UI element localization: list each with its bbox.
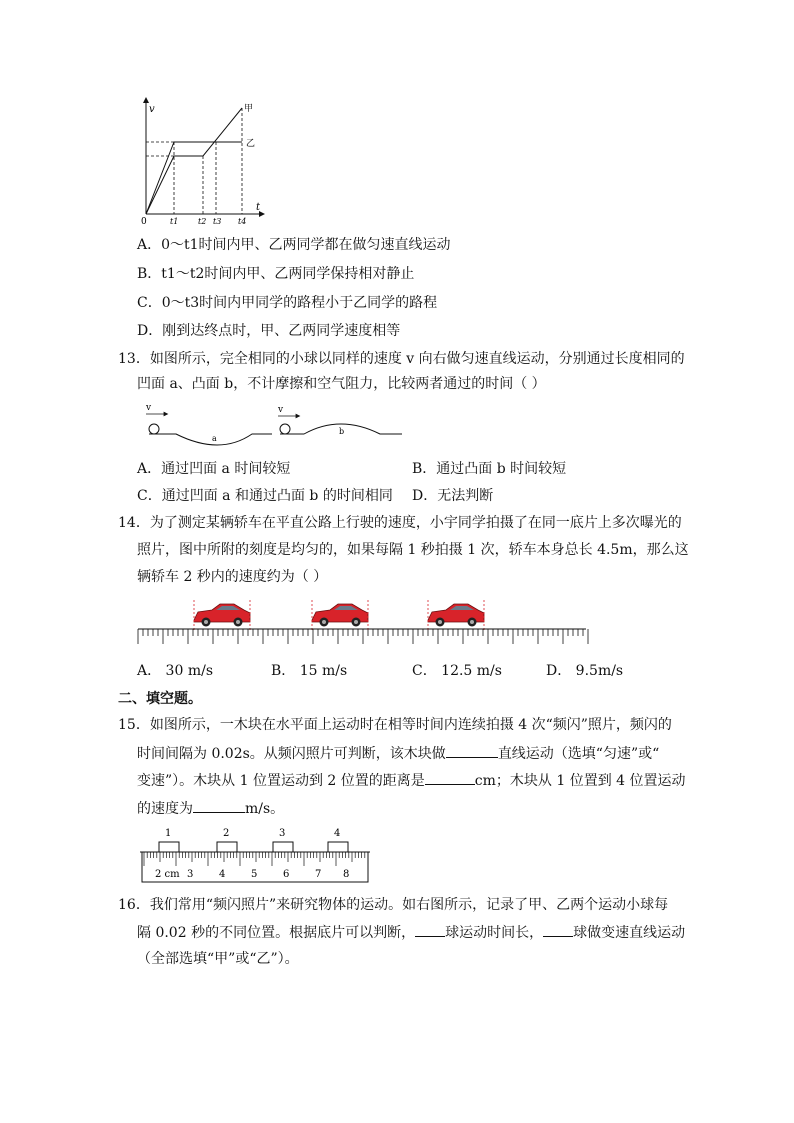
q15-line-3 bbox=[137, 770, 686, 791]
ruler-label-4: 4 bbox=[219, 869, 226, 880]
q14-option-a: A． 30 m/s bbox=[137, 663, 214, 679]
series-jia-line bbox=[146, 108, 242, 214]
origin-label: 0 bbox=[141, 217, 147, 227]
block-label-2: 2 bbox=[223, 828, 230, 839]
car-1 bbox=[194, 600, 250, 630]
series-jia-label: 甲 bbox=[244, 104, 254, 114]
block-label-1: 1 bbox=[165, 828, 172, 839]
block-label-3: 3 bbox=[279, 828, 286, 839]
q13-option-d: D．无法判断 bbox=[412, 488, 494, 504]
q15-line-1: 15．如图所示，一木块在水平面上运动时在相等时间内连续拍摄 4 次“频闪”照片，频闪的 bbox=[118, 717, 672, 733]
q15-line-2 bbox=[137, 743, 659, 764]
q12-option-a: A．0～t1时间内甲、乙两同学都在做匀速直线运动 bbox=[137, 237, 451, 253]
ruler-label-2cm: 2 cm bbox=[155, 869, 180, 880]
q15-line-2-text: 时间间隔为 0.02s。从频闪照片可判断，该木块做 bbox=[137, 746, 446, 762]
ball-b bbox=[280, 424, 290, 434]
tick-t1: t1 bbox=[170, 217, 179, 226]
q16-line-3: （全部选填“甲”或“乙”）。 bbox=[137, 951, 299, 967]
q14-option-c: C． 12.5 m/s bbox=[412, 663, 502, 679]
q13-fig-b: b bbox=[339, 427, 345, 436]
q16-line-2b-text: 球运动时间长， bbox=[445, 925, 544, 941]
q13-line-1: 13．如图所示，完全相同的小球以同样的速度 v 向右做匀速直线运动，分别通过长度相同的 bbox=[118, 351, 685, 367]
block-3 bbox=[273, 842, 293, 852]
q15-line-4b-text: m/s。 bbox=[245, 801, 285, 817]
block-1 bbox=[159, 842, 179, 852]
concave-surface bbox=[149, 434, 272, 445]
y-axis-label: v bbox=[149, 104, 155, 115]
car-3 bbox=[428, 600, 484, 630]
q15-blank-2[interactable] bbox=[425, 770, 475, 785]
ruler-label-8: 8 bbox=[343, 869, 350, 880]
q15-blank-3[interactable] bbox=[193, 798, 245, 813]
q12-option-b: B．t1～t2时间内甲、乙两同学保持相对静止 bbox=[137, 266, 415, 282]
q13-fig-v1: v bbox=[146, 403, 152, 413]
block-2 bbox=[217, 842, 237, 852]
ruler-label-7: 7 bbox=[315, 869, 322, 880]
q13-figure bbox=[140, 400, 410, 446]
q14-option-d: D． 9.5m/s bbox=[546, 663, 624, 679]
ball-a bbox=[149, 424, 159, 434]
x-axis-label: t bbox=[256, 202, 261, 213]
q14-line-1: 14．为了测定某辆轿车在平直公路上行驶的速度，小宇同学拍摄了在同一底片上多次曝光的 bbox=[118, 515, 682, 531]
section-2-heading: 二、填空题。 bbox=[118, 691, 202, 707]
q14-option-b: B． 15 m/s bbox=[271, 663, 348, 679]
q16-line-2c-text: 球做变速直线运动 bbox=[573, 925, 686, 941]
q14-line-2: 照片，图中所附的刻度是均匀的，如果每隔 1 秒拍摄 1 次，轿车本身总长 4.5m，那么这 bbox=[137, 542, 689, 558]
q13-line-2: 凹面 a、凸面 b，不计摩擦和空气阻力，比较两者通过的时间（ ） bbox=[137, 376, 546, 392]
tick-t4: t4 bbox=[238, 217, 247, 226]
q15-line-4 bbox=[137, 798, 284, 819]
q16-line-1: 16．我们常用“频闪照片”来研究物体的运动。如右图所示，记录了甲、乙两个运动小球每 bbox=[118, 897, 669, 913]
q15-ruler-figure bbox=[138, 826, 374, 884]
tick-t3: t3 bbox=[213, 217, 222, 226]
q16-line-2a-text: 隔 0.02 秒的不同位置。根据底片可以判断， bbox=[137, 925, 416, 941]
q12-option-d: D．刚到达终点时，甲、乙两同学速度相等 bbox=[137, 323, 401, 339]
q14-line-3: 辆轿车 2 秒内的速度约为（ ） bbox=[137, 569, 328, 585]
car-2 bbox=[312, 600, 368, 630]
q15-blank-1[interactable] bbox=[446, 743, 498, 758]
q16-line-2 bbox=[137, 922, 685, 943]
q13-fig-v2: v bbox=[278, 405, 284, 415]
q16-blank-1[interactable] bbox=[415, 922, 445, 937]
q12-option-c: C．0～t3时间内甲同学的路程小于乙同学的路程 bbox=[137, 295, 438, 311]
ruler-label-3: 3 bbox=[187, 869, 194, 880]
q13-fig-a: a bbox=[212, 434, 217, 443]
series-yi-label: 乙 bbox=[246, 139, 256, 149]
q16-blank-2[interactable] bbox=[543, 922, 573, 937]
block-label-4: 4 bbox=[334, 828, 341, 839]
vt-graph bbox=[130, 96, 270, 230]
block-4 bbox=[328, 842, 348, 852]
q15-line-3a-text: 变速”）。木块从 1 位置运动到 2 位置的距离是 bbox=[137, 773, 425, 789]
ruler-label-5: 5 bbox=[251, 869, 258, 880]
q13-option-b: B．通过凸面 b 时间较短 bbox=[412, 461, 567, 477]
q15-line-3b-text: cm；木块从 1 位置到 4 位置运动 bbox=[474, 773, 686, 789]
q15-line-4a-text: 的速度为 bbox=[137, 801, 193, 817]
ruler-label-6: 6 bbox=[283, 869, 290, 880]
q15-line-2b-text: 直线运动（选填“匀速”或“ bbox=[497, 746, 660, 762]
series-yi-line bbox=[146, 142, 242, 214]
q13-option-a: A．通过凹面 a 时间较短 bbox=[137, 461, 291, 477]
q14-car-figure bbox=[136, 598, 590, 650]
tick-t2: t2 bbox=[198, 217, 207, 226]
q13-option-c: C．通过凹面 a 和通过凸面 b 的时间相同 bbox=[137, 488, 393, 504]
